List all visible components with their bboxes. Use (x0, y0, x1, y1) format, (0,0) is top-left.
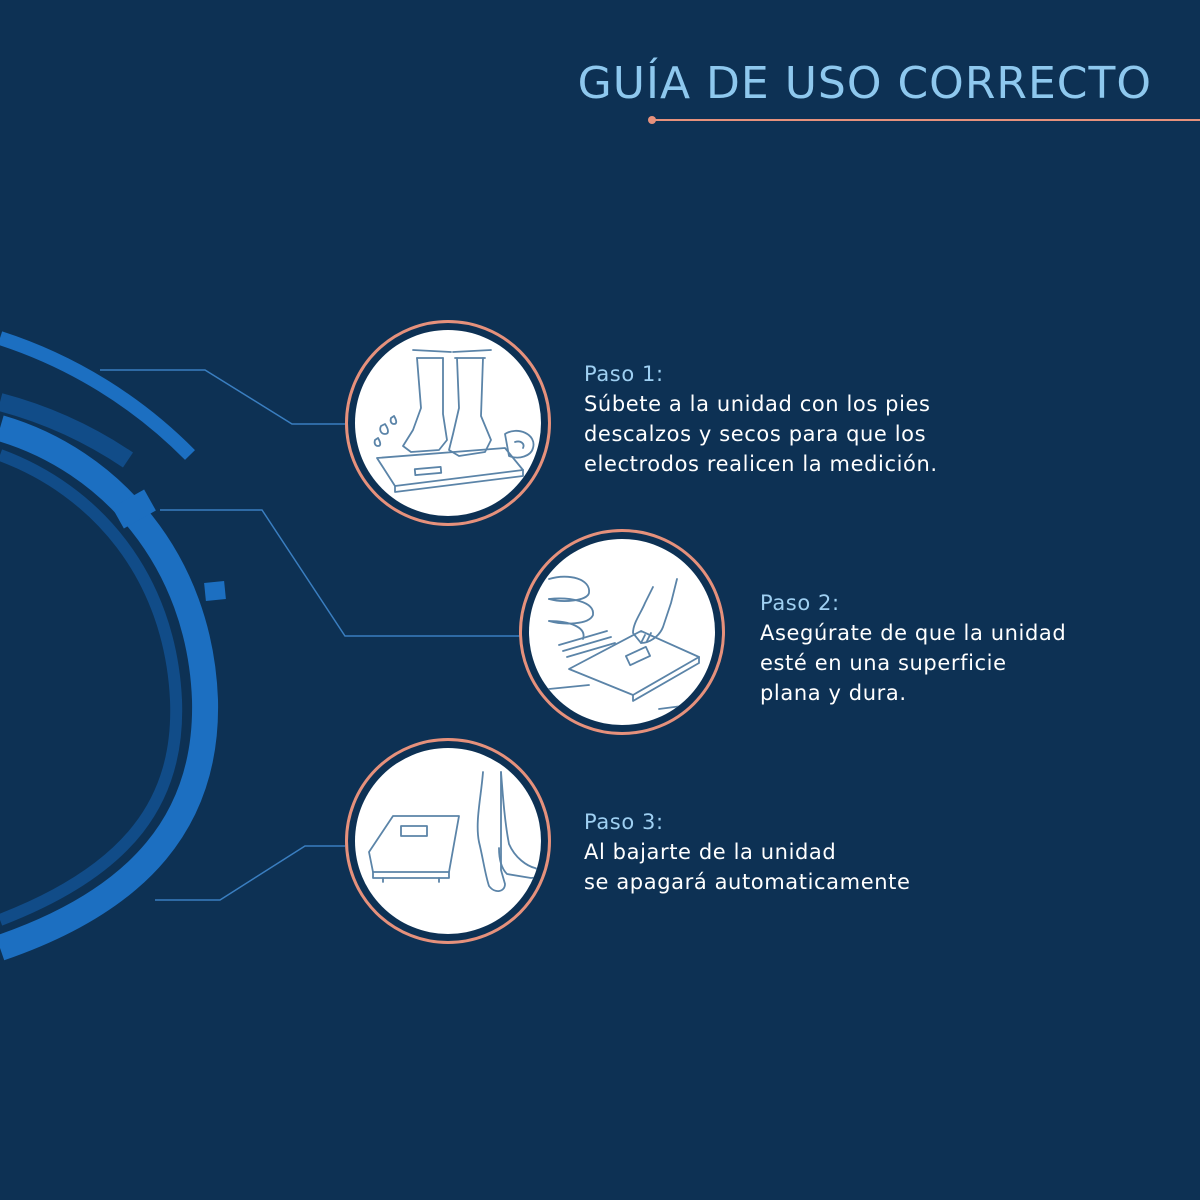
step-2-description: Asegúrate de que la unidad esté en una superficie plana y dura. (760, 621, 1067, 705)
step-3-description: Al bajarte de la unidad se apagará automaticamente (584, 840, 911, 894)
step-3-text (584, 807, 911, 897)
feet-stepping-off-scale-icon (355, 748, 541, 934)
step-3-label: Paso 3: (584, 810, 664, 834)
step-2-label: Paso 2: (760, 591, 840, 615)
step-3-illustration (345, 738, 551, 944)
step-1-illustration (345, 320, 551, 526)
arc-notch-bottom (205, 590, 225, 592)
step-1-label: Paso 1: (584, 362, 664, 386)
connector-line-step-2 (160, 510, 522, 636)
step-1-description: Súbete a la unidad con los pies descalzos y secos para que los electrodos realicen la medición. (584, 392, 938, 476)
step-2-illustration (519, 529, 725, 735)
step-2-text (760, 588, 1066, 708)
feet-on-scale-icon (355, 330, 541, 516)
step-1-text (584, 359, 938, 479)
hand-placing-scale-icon (529, 539, 715, 725)
page-title: GUÍA DE USO CORRECTO (577, 58, 1152, 109)
title-underline-dot (648, 116, 656, 124)
connector-line-step-3 (155, 846, 345, 900)
arc-notch-top (118, 500, 150, 518)
